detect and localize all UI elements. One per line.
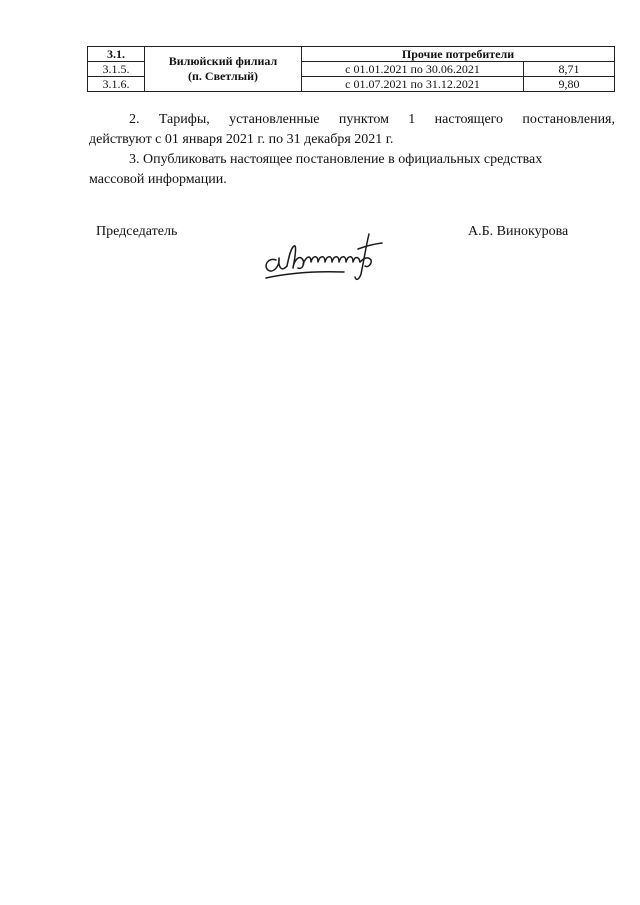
tariff-table bbox=[87, 46, 615, 92]
paragraph-2 bbox=[89, 110, 615, 150]
paragraph-3-line-2: массовой информации. bbox=[89, 172, 227, 187]
paragraph-3 bbox=[89, 150, 615, 190]
tariff-value-cell: 9,80 bbox=[524, 77, 615, 92]
row-number-cell: 3.1.5. bbox=[88, 62, 145, 77]
row-number-cell: 3.1.6. bbox=[88, 77, 145, 92]
handwritten-signature bbox=[258, 224, 393, 282]
branch-location-line: (п. Светлый) bbox=[188, 69, 258, 83]
paragraph-2-line-1: 2. Тарифы, установленные пунктом 1 настоящего постановления, bbox=[129, 112, 615, 127]
period-cell: с 01.07.2021 по 31.12.2021 bbox=[302, 77, 524, 92]
signatory-role: Председатель bbox=[96, 224, 178, 239]
period-cell: с 01.01.2021 по 30.06.2021 bbox=[302, 62, 524, 77]
paragraph-2-line-2: действуют с 01 января 2021 г. по 31 декабря 2021 г. bbox=[89, 132, 394, 147]
consumer-group-header: Прочие потребители bbox=[302, 47, 615, 62]
table-row bbox=[88, 47, 615, 62]
signatory-name: А.Б. Винокурова bbox=[468, 224, 569, 239]
group-number-cell: 3.1. bbox=[88, 47, 145, 62]
tariff-value-cell: 8,71 bbox=[524, 62, 615, 77]
branch-name-line: Вилюйский филиал bbox=[168, 54, 278, 68]
branch-name-cell bbox=[145, 47, 302, 92]
paragraph-3-line-1: 3. Опубликовать настоящее постановление в официальных средствах bbox=[129, 152, 543, 167]
